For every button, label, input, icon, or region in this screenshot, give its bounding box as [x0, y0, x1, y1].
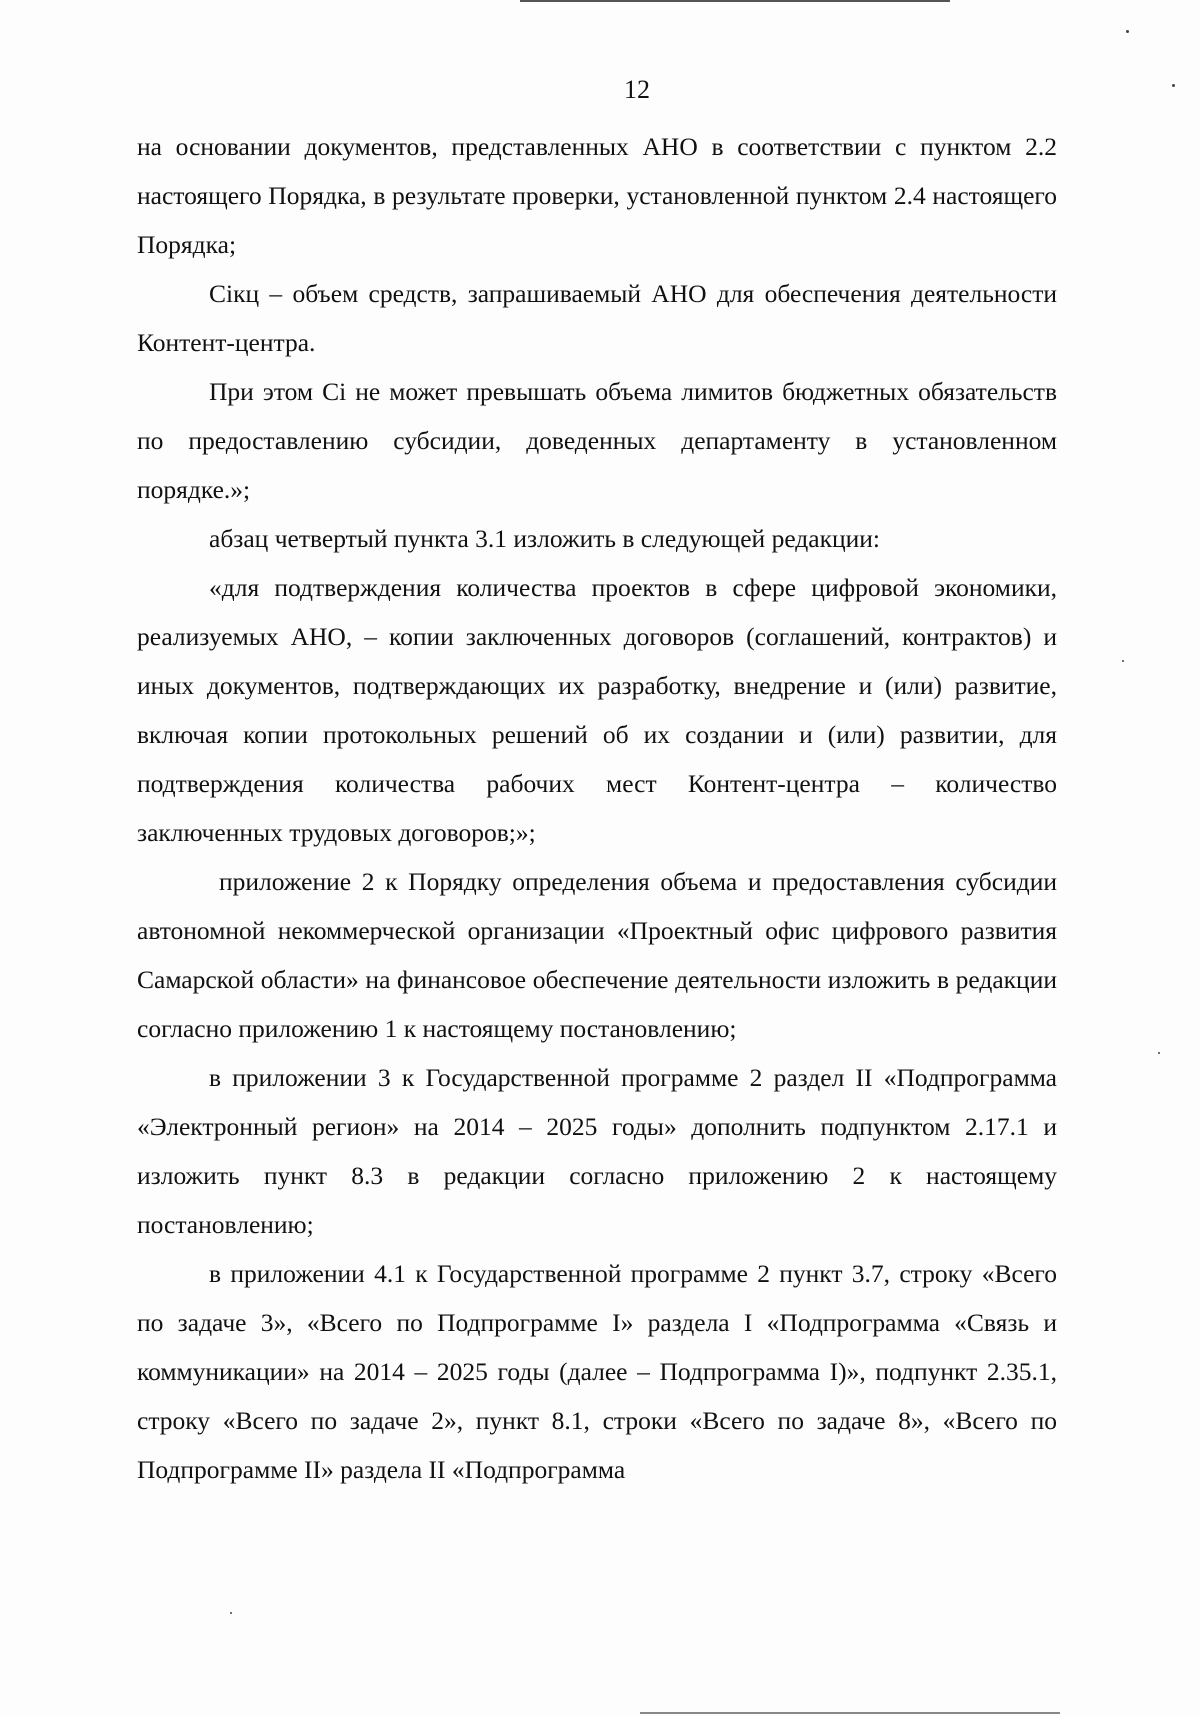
- scan-speck: [230, 1612, 232, 1614]
- paragraph-7: в приложении 3 к Государственной программе 2 раздел II «Подпрограмма «Электронный регион» на 2014 – 2025 годы» дополнить подпунктом 2.17.1 и изложить пункт 8.3 в редакции согласно приложению 2 к настоящему постановлению;: [137, 1063, 1057, 1239]
- paragraph-4: абзац четвертый пункта 3.1 изложить в следующей редакции:: [209, 524, 881, 553]
- paragraph-8: в приложении 4.1 к Государственной программе 2 пункт 3.7, строку «Всего по задаче 3», «Всего по Подпрограмме I» раздела I «Подпрограмма «Связь и коммуникации» на 2014 – 2025 годы (далее – Подпрограмма I)», подпункт 2.35.1, строку «Всего по задаче 2», пункт 8.1, строки «Всего по задаче 8», «Всего по Подпрограмме II» раздела II «Подпрограмма: [137, 1259, 1057, 1484]
- scan-speck: [1122, 660, 1124, 662]
- paragraph-6: приложение 2 к Порядку определения объема и предоставления субсидии автономной некоммерческой организации «Проектный офис цифрового развития Самарской области» на финансовое обеспечение деятельности изложить в редакции согласно приложению 1 к настоящему постановлению;: [137, 867, 1057, 1043]
- paragraph-3: При этом Сі не может превышать объема лимитов бюджетных обязательств по предоставлению субсидии, доведенных департаменту в установленном порядке.»;: [137, 377, 1057, 504]
- paragraph-5: «для подтверждения количества проектов в сфере цифровой экономики, реализуемых АНО, – копии заключенных договоров (соглашений, контрактов) и иных документов, подтверждающих их разработку, внедрение и (или) развитие, включая копии протокольных решений об их создании и (или) развитии, для подтверждения количества рабочих мест Контент-центра – количество заключенных трудовых договоров;»;: [137, 573, 1057, 847]
- top-scan-rule: [520, 0, 950, 2]
- scan-speck: [1158, 1052, 1160, 1054]
- paragraph-1: на основании документов, представленных АНО в соответствии с пунктом 2.2 настоящего Порядка, в результате проверки, установленной пунктом 2.4 настоящего Порядка;: [137, 132, 1057, 259]
- scan-speck: [1126, 30, 1129, 33]
- scan-speck: [1172, 84, 1175, 87]
- paragraph-2: Сікц – объем средств, запрашиваемый АНО для обеспечения деятельности Контент-центра.: [137, 279, 1057, 357]
- page-number: 12: [624, 75, 650, 104]
- bottom-scan-rule: [640, 1712, 1060, 1714]
- document-body: [137, 122, 1057, 1494]
